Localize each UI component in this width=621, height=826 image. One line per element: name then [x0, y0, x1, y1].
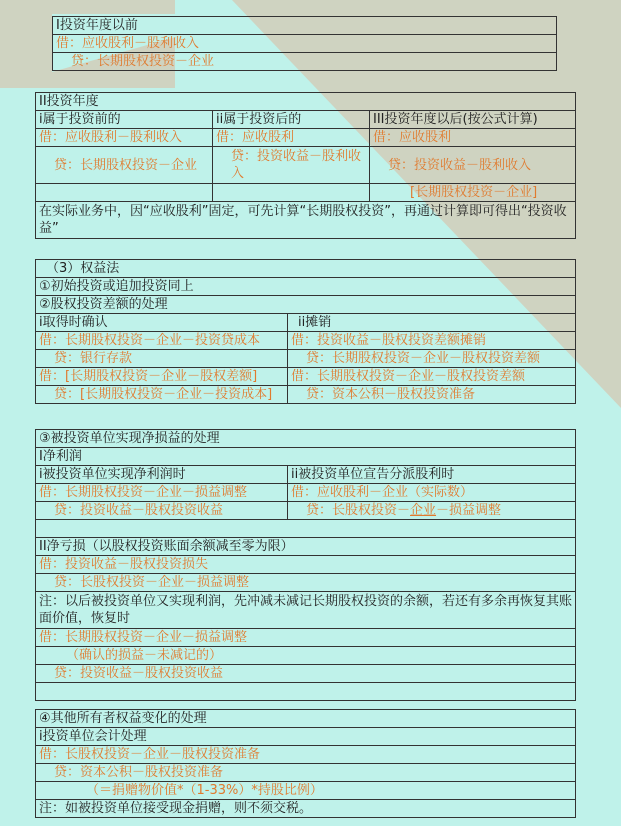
debit-entry: 借：应收股利－股利收入 [53, 35, 557, 53]
credit-entry: 贷：长期股权投资－企业 [53, 53, 557, 71]
section-other-equity-changes [35, 709, 576, 818]
credit-entry: 贷：长期股权投资－企业－股权投资差额 [288, 350, 576, 368]
credit-entry: 贷：资本公积－股权投资准备 [36, 764, 576, 782]
credit-entry-suffix: －损益调整 [436, 503, 502, 518]
spacer-row [36, 683, 576, 701]
credit-entry: 贷：投资收益－股权投资收益 [36, 502, 288, 520]
credit-entry: 贷：投资收益－股利收入 [213, 147, 370, 184]
empty-cell [36, 184, 213, 202]
section-title: ④其他所有者权益变化的处理 [36, 710, 576, 728]
credit-entry: 贷：投资收益－股利收入 [370, 147, 576, 184]
credit-entry: 贷：投资收益－股权投资收益 [36, 665, 576, 683]
column-header: ii摊销 [288, 314, 576, 332]
spacer-row [36, 520, 576, 538]
debit-entry: 借：长期股权投资－企业－损益调整 [36, 484, 288, 502]
parenthetical: （确认的损益－未减记的） [36, 647, 576, 665]
section-net-profit-loss [35, 429, 576, 701]
section-title: ③被投资单位实现净损益的处理 [36, 430, 576, 448]
column-header: ii属于投资后的 [213, 111, 370, 129]
credit-entry: 贷：资本公积－股权投资准备 [288, 386, 576, 404]
debit-entry: 借：长股权投资－企业－股权投资准备 [36, 746, 576, 764]
credit-entry: 贷：长股权投资－企业－损益调整 [36, 574, 576, 592]
subsection-title: I净利润 [36, 448, 576, 466]
note: 注：以后被投资单位又实现利润，先冲减未减记长期股权投资的余额，若还有多余再恢复其账面价值，恢复时 [36, 592, 576, 629]
bracket-entry: [长期股权投资－企业] [370, 184, 576, 202]
column-header: III投资年度以后(按公式计算) [370, 111, 576, 129]
formula: （＝捐赠物价值*（1-33%）*持股比例） [36, 782, 576, 800]
note: 在实际业务中，因“应收股利”固定，可先计算“长期股权投资”，再通过计算即可得出“投资收益” [36, 202, 576, 239]
section-before-investment-year [52, 16, 557, 71]
credit-entry-underlined: 企业 [410, 503, 437, 518]
note: 注：如被投资单位接受现金捐赠，则不须交税。 [36, 800, 576, 818]
column-header: i取得时确认 [36, 314, 288, 332]
section-title: II投资年度 [36, 93, 576, 111]
debit-entry: 借：应收股利 [213, 129, 370, 147]
section-equity-method [35, 259, 576, 404]
debit-entry: 借：应收股利－股利收入 [36, 129, 213, 147]
credit-entry: 贷：银行存款 [36, 350, 288, 368]
list-item: ①初始投资或追加投资同上 [36, 278, 576, 296]
debit-entry: 借：长期股权投资－企业－股权投资差额 [288, 368, 576, 386]
column-header: ii被投资单位宣告分派股利时 [288, 466, 576, 484]
debit-entry: 借：[长期股权投资－企业－股权差额] [36, 368, 288, 386]
debit-entry: 借：长期股权投资－企业－损益调整 [36, 629, 576, 647]
credit-entry [288, 502, 576, 520]
subsection-title: i投资单位会计处理 [36, 728, 576, 746]
column-header: i被投资单位实现净利润时 [36, 466, 288, 484]
credit-entry-prefix: 贷：长股权投资－ [306, 503, 411, 518]
debit-entry: 借：长期股权投资－企业－投资贷成本 [36, 332, 288, 350]
section-title: I投资年度以前 [53, 17, 557, 35]
column-header: i属于投资前的 [36, 111, 213, 129]
subsection-title: II净亏损（以股权投资账面余额减至零为限） [36, 538, 576, 556]
debit-entry: 借：投资收益－股权投资损失 [36, 556, 576, 574]
credit-entry: 贷：长期股权投资－企业 [36, 147, 213, 184]
debit-entry: 借：应收股利－企业（实际数） [288, 484, 576, 502]
list-item: ②股权投资差额的处理 [36, 296, 576, 314]
credit-entry: 贷：[长期股权投资－企业－投资成本] [36, 386, 288, 404]
debit-entry: 借：应收股利 [370, 129, 576, 147]
empty-cell [213, 184, 370, 202]
section-title: （3）权益法 [36, 260, 576, 278]
section-investment-year [35, 92, 576, 239]
debit-entry: 借：投资收益－股权投资差额摊销 [288, 332, 576, 350]
